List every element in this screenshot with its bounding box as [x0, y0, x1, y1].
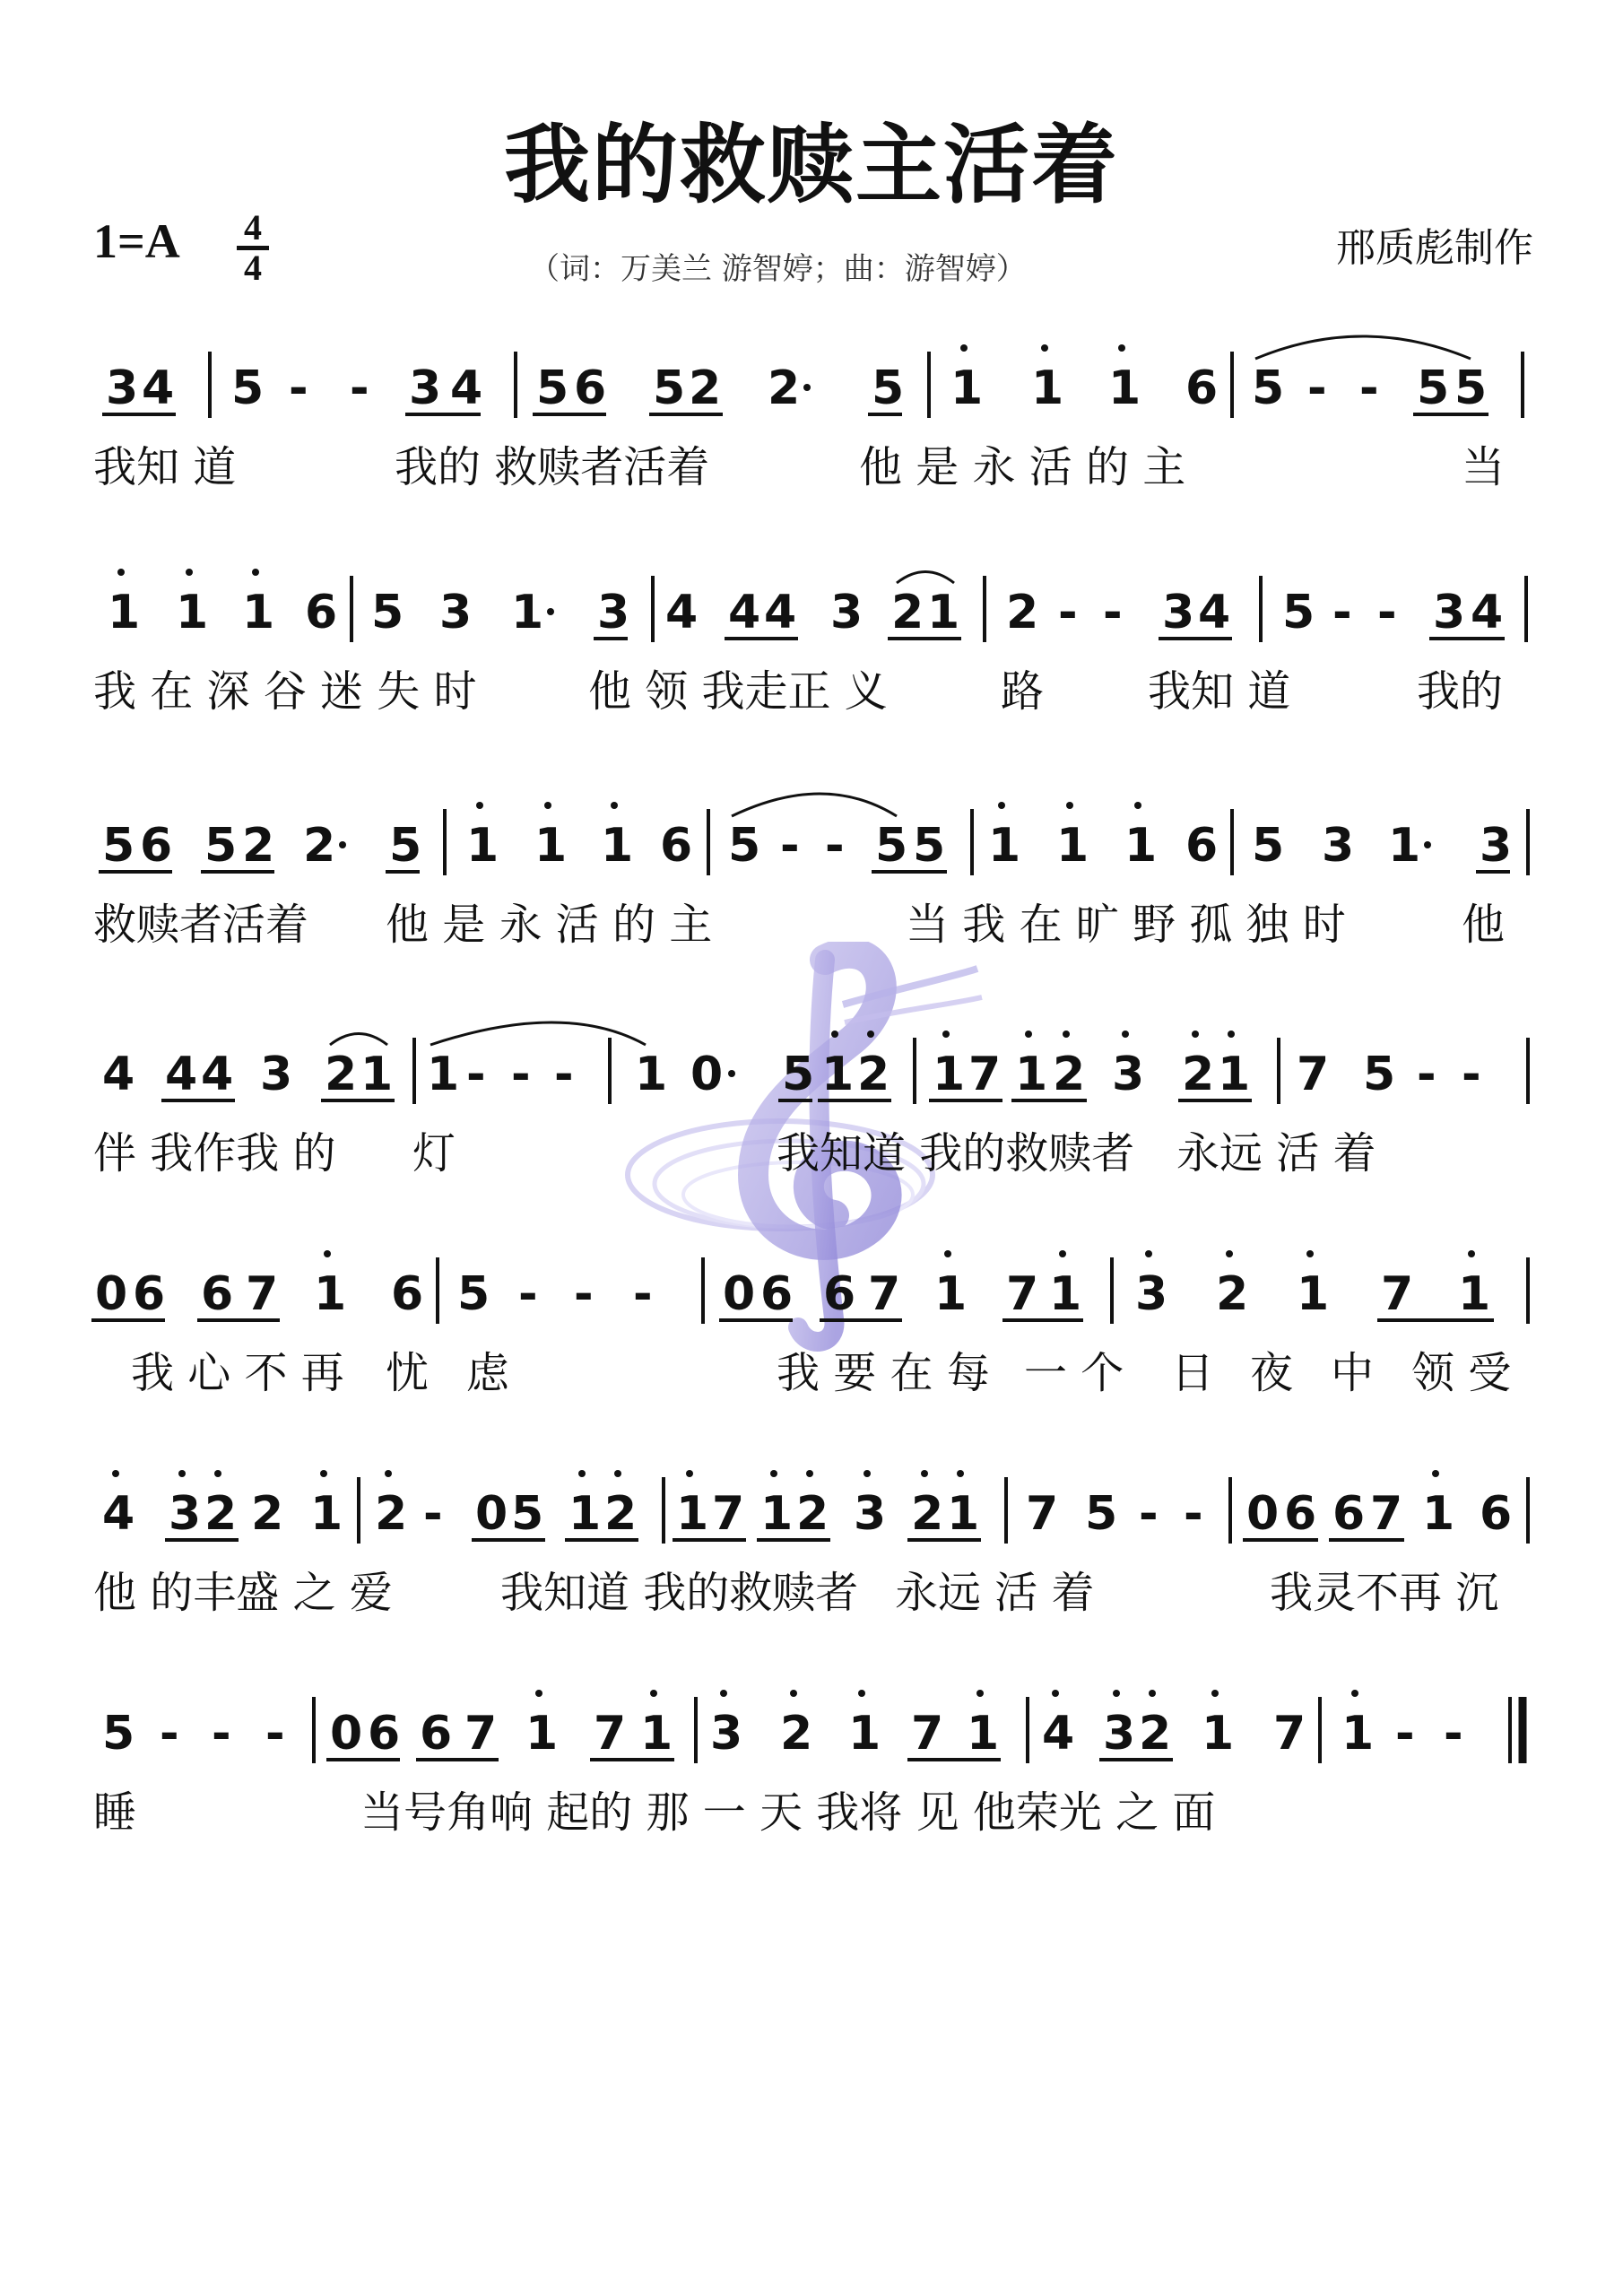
- lyric-phrase: 我 要 在 每: [777, 1348, 990, 1398]
- note: -: [212, 1707, 231, 1761]
- lyric-phrase: 他 的丰盛 之 爱: [93, 1568, 393, 1618]
- note: 3: [409, 361, 442, 415]
- notation-line-5: [90, 1238, 1533, 1336]
- note: 7: [464, 1707, 498, 1761]
- note: 5: [457, 1267, 490, 1321]
- note: 4: [102, 1048, 135, 1101]
- slur: [330, 1034, 387, 1046]
- octave-dot: [1192, 1031, 1199, 1038]
- octave-dot: [1228, 1031, 1235, 1038]
- note: -: [518, 1267, 538, 1321]
- note: 1: [310, 1487, 343, 1541]
- lyric-line-6: [90, 1558, 1533, 1618]
- note: -: [1139, 1487, 1159, 1541]
- octave-dot: [864, 1470, 871, 1477]
- octave-dot: [1113, 1690, 1120, 1697]
- note: 0: [723, 1267, 756, 1321]
- note: 1: [1422, 1487, 1455, 1541]
- note: 2: [1053, 1048, 1086, 1101]
- dash: -: [1359, 361, 1379, 415]
- note: 3: [597, 586, 630, 639]
- note: 2: [689, 361, 722, 415]
- lyric-phrase: 日: [1171, 1348, 1215, 1398]
- note: 1: [1341, 1707, 1375, 1761]
- lyric-phrase: 他 领 我走正 义: [588, 666, 888, 717]
- note: 6: [1185, 361, 1219, 415]
- note: 1: [466, 819, 499, 873]
- slur: [897, 572, 954, 584]
- octave-dot: [186, 569, 193, 576]
- note: 5: [782, 1048, 815, 1101]
- note: 6: [574, 361, 607, 415]
- note: 7: [1381, 1267, 1414, 1321]
- lyric-phrase: 虑: [466, 1348, 510, 1398]
- notation-line-2: [90, 556, 1533, 655]
- note: 1: [511, 586, 544, 639]
- lyric-phrase: 我的 救赎者活着: [395, 442, 710, 492]
- note: 7: [1297, 1048, 1330, 1101]
- slur: [430, 1022, 646, 1045]
- note: 3: [1135, 1267, 1168, 1321]
- note: 2: [604, 1487, 638, 1541]
- lyric-phrase: 当: [1462, 442, 1506, 492]
- note: 7: [1273, 1707, 1306, 1761]
- note: 1: [242, 586, 275, 639]
- note: 5: [872, 361, 905, 415]
- note: 3: [1112, 1048, 1145, 1101]
- octave-dot: [320, 1470, 327, 1477]
- note: 4: [201, 1048, 234, 1101]
- note: 4: [665, 586, 699, 639]
- note: -: [511, 1048, 531, 1101]
- note: 4: [1471, 586, 1504, 639]
- note: 7: [1370, 1487, 1403, 1541]
- note: 1: [525, 1707, 559, 1761]
- note: 2: [796, 1487, 829, 1541]
- octave-dot: [112, 1470, 119, 1477]
- note: -: [633, 1267, 653, 1321]
- octave-dot: [385, 1470, 392, 1477]
- note: -: [466, 1048, 486, 1101]
- lyric-phrase: 路: [1001, 666, 1045, 717]
- note: -: [1417, 1048, 1436, 1101]
- note: 3: [1480, 819, 1513, 873]
- note: 1: [360, 1048, 394, 1101]
- note: 7: [712, 1487, 745, 1541]
- note: -: [423, 1487, 443, 1541]
- note: 3: [1103, 1707, 1136, 1761]
- note: 2: [1006, 586, 1039, 639]
- note: 6: [305, 586, 338, 639]
- octave-dot: [1211, 1690, 1219, 1697]
- lyric-phrase: 领 受: [1411, 1348, 1512, 1398]
- octave-dot: [1025, 1031, 1032, 1038]
- note: 5: [653, 361, 686, 415]
- lyric-phrase: 我知道 我的救赎者: [777, 1128, 1135, 1178]
- lyric-line-7: [90, 1778, 1533, 1838]
- note: 4: [728, 586, 761, 639]
- note: 4: [142, 361, 175, 415]
- octave-dot: [339, 841, 346, 848]
- note: 1: [760, 1487, 794, 1541]
- note: 7: [911, 1707, 944, 1761]
- note: 1: [848, 1707, 881, 1761]
- octave-dot: [252, 569, 259, 576]
- octave-dot: [1063, 1031, 1070, 1038]
- note: 1: [1031, 361, 1064, 415]
- note: 1: [676, 1487, 709, 1541]
- note: 2: [780, 1707, 813, 1761]
- lyric-phrase: 伴 我作我 的: [93, 1128, 336, 1178]
- octave-dot: [957, 1470, 964, 1477]
- score-row-3: [90, 789, 1533, 950]
- note: -: [1103, 586, 1123, 639]
- lyric-phrase: 他 是 永 活 的 主: [859, 442, 1186, 492]
- note: 3: [1433, 586, 1466, 639]
- octave-dot: [1351, 1690, 1358, 1697]
- note: 5: [913, 819, 946, 873]
- note: 1: [176, 586, 209, 639]
- lyric-phrase: 忧: [386, 1348, 430, 1398]
- lyric-phrase: 他: [1462, 900, 1506, 950]
- note: 6: [1185, 819, 1219, 873]
- time-signature: [235, 207, 271, 288]
- octave-dot: [650, 1690, 657, 1697]
- octave-dot: [858, 1690, 865, 1697]
- note: 4: [764, 586, 797, 639]
- note: 1: [108, 586, 141, 639]
- octave-dot: [1122, 1031, 1129, 1038]
- lyric-phrase: 我知 道: [93, 442, 237, 492]
- note: -: [825, 819, 845, 873]
- note: 5: [371, 586, 404, 639]
- notation-line-4: [90, 1018, 1533, 1117]
- lyric-line-5: [90, 1338, 1533, 1398]
- note: 1: [927, 586, 960, 639]
- octave-dot: [476, 802, 483, 809]
- note: 1: [821, 1048, 855, 1101]
- octave-dot: [614, 1470, 621, 1477]
- note: -: [1462, 1048, 1481, 1101]
- note: 5: [511, 1487, 544, 1541]
- octave-dot: [942, 1031, 950, 1038]
- dash: -: [350, 361, 369, 415]
- octave-dot: [790, 1690, 797, 1697]
- note: 2: [891, 586, 924, 639]
- note: 3: [1322, 819, 1355, 873]
- octave-dot: [1432, 1470, 1439, 1477]
- octave-dot: [1149, 1690, 1156, 1697]
- note: 1: [988, 819, 1021, 873]
- lyric-phrase: 永远 活 着: [895, 1568, 1095, 1618]
- note: 1: [947, 1487, 980, 1541]
- octave-dot: [770, 1470, 777, 1477]
- note: -: [780, 819, 800, 873]
- lyric-phrase: 我 在 深 谷 迷 失 时: [93, 666, 477, 717]
- lyric-phrase: 永远 活 着: [1176, 1128, 1376, 1178]
- octave-dot: [578, 1470, 586, 1477]
- arranger-credit: 邢质彪制作: [1336, 225, 1533, 271]
- octave-dot: [1306, 1250, 1314, 1257]
- lyric-phrase: 我的: [1417, 666, 1504, 717]
- note: 1: [950, 361, 984, 415]
- note: 2: [1182, 1048, 1215, 1101]
- note: 6: [660, 819, 693, 873]
- time-signature-bottom: 4: [244, 248, 262, 288]
- score-row-5: [90, 1238, 1533, 1398]
- score-row-4: [90, 1018, 1533, 1178]
- octave-dot: [1052, 1690, 1059, 1697]
- note: 2: [251, 1487, 284, 1541]
- note: -: [1332, 586, 1352, 639]
- note: 1: [1056, 819, 1089, 873]
- note: 4: [165, 1048, 198, 1101]
- octave-dot: [214, 1470, 221, 1477]
- note: 0: [330, 1707, 363, 1761]
- octave-dot: [611, 802, 618, 809]
- note: 5: [875, 819, 908, 873]
- note: 1: [534, 819, 568, 873]
- octave-dot: [1066, 802, 1073, 809]
- octave-dot: [686, 1470, 693, 1477]
- octave-dot: [535, 1690, 542, 1697]
- note: 1: [1108, 361, 1141, 415]
- note: 7: [1006, 1267, 1039, 1321]
- key-signature: 1=A: [93, 214, 180, 268]
- note: -: [160, 1707, 179, 1761]
- notation-line-3: [90, 789, 1533, 888]
- lyric-line-2: [90, 657, 1533, 717]
- lyric-phrase: 当 我 在 旷 野 孤 独 时: [906, 900, 1346, 950]
- note: -: [1058, 586, 1078, 639]
- note: -: [574, 1267, 594, 1321]
- lyric-line-4: [90, 1118, 1533, 1178]
- note: -: [1444, 1707, 1463, 1761]
- note: 7: [868, 1267, 901, 1321]
- note: 6: [201, 1267, 234, 1321]
- note: 5: [1085, 1487, 1118, 1541]
- octave-dot: [728, 1070, 735, 1077]
- note: 5: [1417, 361, 1450, 415]
- note: -: [1377, 586, 1397, 639]
- note: 6: [368, 1707, 401, 1761]
- note: 1: [1124, 819, 1158, 873]
- note: 3: [710, 1707, 743, 1761]
- octave-dot: [1059, 1250, 1066, 1257]
- note: 7: [968, 1048, 1002, 1101]
- octave-dot: [720, 1690, 727, 1697]
- octave-dot: [117, 569, 125, 576]
- note: 6: [823, 1267, 856, 1321]
- lyric-phrase: 他 是 永 活 的 主: [386, 900, 713, 950]
- high-dot: [960, 344, 968, 352]
- note: 5: [1252, 361, 1285, 415]
- slur: [1255, 336, 1471, 359]
- time-signature-top: 4: [244, 207, 262, 248]
- note: 3: [439, 586, 473, 639]
- note: 4: [102, 1487, 135, 1541]
- note: 5: [389, 819, 422, 873]
- note: 0: [1246, 1487, 1280, 1541]
- octave-dot: [324, 1250, 331, 1257]
- octave-dot: [831, 1031, 838, 1038]
- octave-dot: [178, 1470, 186, 1477]
- note: 6: [1332, 1487, 1366, 1541]
- note: 4: [450, 361, 483, 415]
- score-row-1: [90, 332, 1533, 492]
- octave-dot: [976, 1690, 984, 1697]
- note: 1: [1202, 1707, 1235, 1761]
- note: 6: [133, 1267, 166, 1321]
- lyric-line-3: [90, 890, 1533, 950]
- note: -: [1395, 1707, 1415, 1761]
- note: 0: [95, 1267, 128, 1321]
- note: 5: [1363, 1048, 1396, 1101]
- octave-dot: [1468, 1250, 1475, 1257]
- note: 1: [640, 1707, 673, 1761]
- note: 1: [933, 1048, 966, 1101]
- note: -: [1184, 1487, 1203, 1541]
- octave-dot: [1145, 1250, 1152, 1257]
- note: 2: [911, 1487, 944, 1541]
- note: 2: [857, 1048, 890, 1101]
- note: 2: [242, 819, 275, 873]
- note: 2: [375, 1487, 408, 1541]
- note: 2: [768, 361, 801, 415]
- notation-line-1: [90, 332, 1533, 430]
- note: 1: [1388, 819, 1421, 873]
- note: 1: [635, 1048, 668, 1101]
- note: 6: [760, 1267, 794, 1321]
- lyric-phrase: 我灵不再 沉: [1270, 1568, 1499, 1618]
- lyric-line-1: [90, 432, 1533, 492]
- dash: -: [1307, 361, 1327, 415]
- octave-dot: [806, 1470, 813, 1477]
- note: 5: [1282, 586, 1315, 639]
- note: 3: [854, 1487, 887, 1541]
- song-title: 我的救赎主活着: [504, 114, 1119, 215]
- dash: -: [289, 361, 308, 415]
- note: 1: [568, 1487, 602, 1541]
- note: 6: [140, 819, 173, 873]
- octave-dot: [547, 608, 554, 615]
- note: -: [265, 1707, 285, 1761]
- note: 5: [204, 819, 238, 873]
- high-dot: [1041, 344, 1048, 352]
- note: 2: [204, 1487, 238, 1541]
- note: 0: [475, 1487, 508, 1541]
- lyric-phrase: 我知道 我的救赎者: [500, 1568, 859, 1618]
- note: 7: [594, 1707, 627, 1761]
- note: 3: [106, 361, 139, 415]
- note: 6: [1480, 1487, 1513, 1541]
- note: 3: [260, 1048, 293, 1101]
- note: 2: [1139, 1707, 1172, 1761]
- lyric-phrase: 救赎者活着: [93, 900, 309, 950]
- note: 3: [1162, 586, 1195, 639]
- score-row-7: [90, 1677, 1533, 1838]
- lyric-phrase: 中: [1331, 1348, 1375, 1398]
- notation-line-7: [90, 1677, 1533, 1776]
- note: 5: [231, 361, 265, 415]
- note: 4: [1198, 586, 1231, 639]
- note: 2: [1216, 1267, 1249, 1321]
- score-row-6: [90, 1457, 1533, 1618]
- lyric-phrase: 睡: [93, 1787, 137, 1838]
- notation-line-6: [90, 1457, 1533, 1556]
- slur: [732, 794, 897, 816]
- note: -: [554, 1048, 574, 1101]
- note: 0: [690, 1048, 724, 1101]
- note: 5: [728, 819, 761, 873]
- note: 1: [934, 1267, 968, 1321]
- note: 5: [1454, 361, 1488, 415]
- octave-dot: [921, 1470, 928, 1477]
- lyric-phrase: 夜: [1250, 1348, 1294, 1398]
- octave-dot: [944, 1250, 951, 1257]
- note: 1: [1297, 1267, 1330, 1321]
- note: 5: [1252, 819, 1285, 873]
- note: 6: [420, 1707, 453, 1761]
- note: 6: [1284, 1487, 1317, 1541]
- note: 5: [102, 1707, 135, 1761]
- note: 1: [427, 1048, 460, 1101]
- lyric-phrase: 我知 道: [1148, 666, 1291, 717]
- note: 1: [1049, 1267, 1082, 1321]
- note: 1: [1218, 1048, 1251, 1101]
- lyric-phrase: 一 个: [1024, 1348, 1124, 1398]
- note: 1: [601, 819, 634, 873]
- octave-dot: [998, 802, 1005, 809]
- note: 1: [314, 1267, 347, 1321]
- octave-dot: [867, 1031, 874, 1038]
- note: 2: [303, 819, 336, 873]
- credits-line: （词：万美兰 游智婷；曲：游智婷）: [529, 251, 1027, 287]
- octave-dot: [1424, 841, 1431, 848]
- note: 7: [246, 1267, 279, 1321]
- lyric-phrase: 灯: [412, 1128, 456, 1178]
- note: 3: [169, 1487, 202, 1541]
- note: 4: [1042, 1707, 1075, 1761]
- aug-dot: [803, 384, 811, 391]
- octave-dot: [544, 802, 551, 809]
- note: 1: [1015, 1048, 1048, 1101]
- score-row-2: [90, 556, 1533, 717]
- note: 1: [967, 1707, 1000, 1761]
- note: 1: [1458, 1267, 1491, 1321]
- octave-dot: [1134, 802, 1141, 809]
- octave-dot: [1226, 1250, 1233, 1257]
- note: 6: [391, 1267, 424, 1321]
- note: 7: [1026, 1487, 1059, 1541]
- high-dot: [1118, 344, 1125, 352]
- note: 5: [102, 819, 135, 873]
- note: 5: [536, 361, 569, 415]
- note: 2: [325, 1048, 358, 1101]
- lyric-phrase: 当号角响 起的 那 一 天 我将 见 他荣光 之 面: [360, 1787, 1216, 1838]
- lyric-phrase: 我 心 不 再: [131, 1348, 344, 1398]
- note: 3: [830, 586, 864, 639]
